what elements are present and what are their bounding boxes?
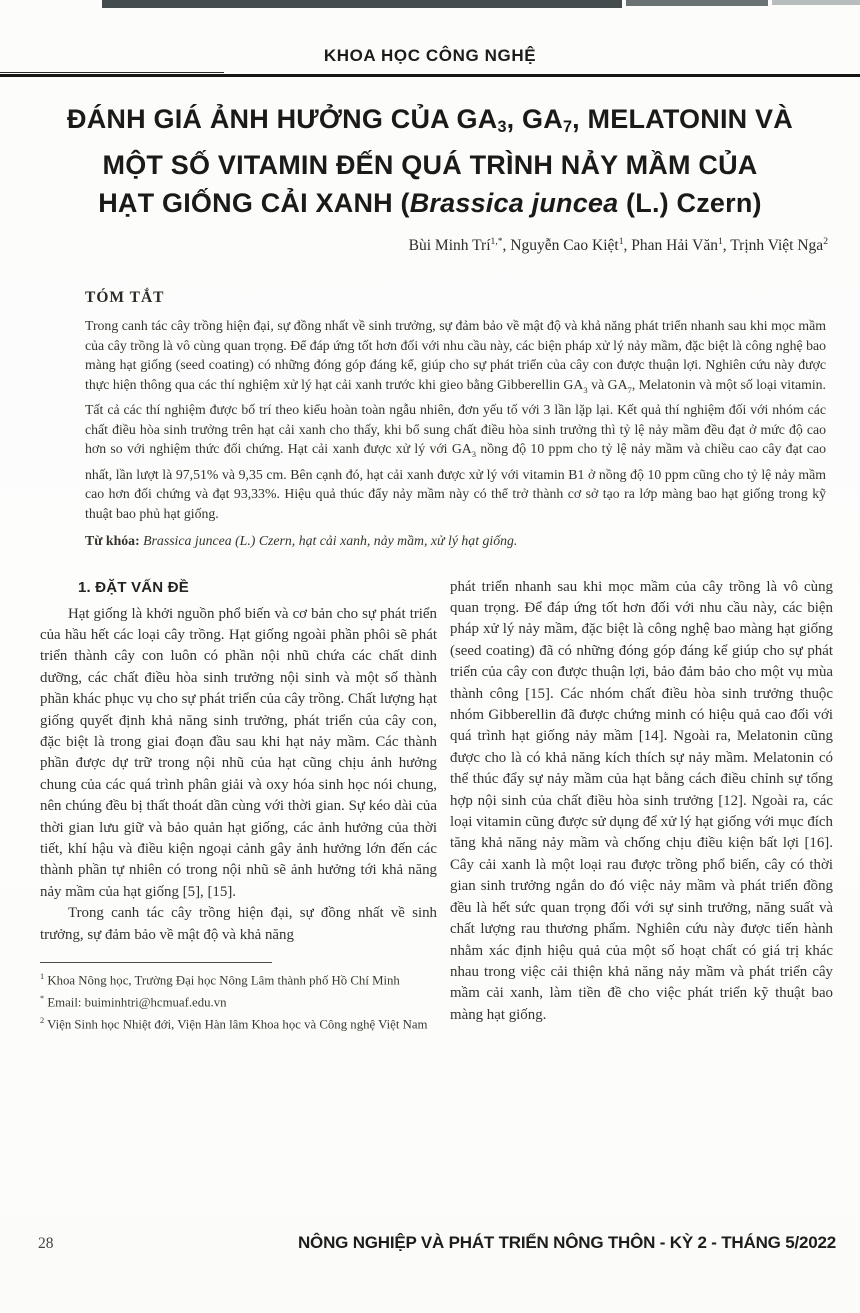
footnotes-block: [40, 962, 437, 1034]
header-rule-thin: [0, 72, 224, 73]
footnote-email: * Email: buiminhtri@hcmuaf.edu.vn: [40, 993, 227, 1010]
body-column-left: [40, 577, 437, 1034]
page-footer: [0, 1233, 860, 1253]
abstract-heading: TÓM TẮT: [85, 289, 165, 307]
body-paragraph: Trong canh tác cây trồng hiện đại, sự đồng nhất về sinh trưởng, sự đảm bảo về mật độ và khả năng: [40, 905, 437, 943]
article-title: [0, 100, 860, 222]
section-heading-1: 1. ĐẶT VẤN ĐỀ: [78, 578, 189, 596]
header-rule: [0, 72, 860, 78]
header-rule-thick: [0, 74, 860, 77]
footnote-rule: [40, 962, 272, 963]
scan-artifact-bar: [626, 0, 768, 6]
scan-artifact-bar: [102, 0, 622, 8]
article-title-line: MỘT SỐ VITAMIN ĐẾN QUÁ TRÌNH NẢY MẦM CỦA: [102, 150, 758, 180]
article-title-line: ĐÁNH GIÁ ẢNH HƯỞNG CỦA $GA_3$, $GA_7$, MELATONIN VÀ: [67, 104, 793, 136]
footnote-affiliation-1: $^1$ Khoa Nông học, Trường Đại học Nông Lâm thành phố Hồ Chí Minh: [40, 972, 400, 988]
authors-line: Bùi Minh Trí$^{1,*}$, Nguyễn Cao Kiệt$^1$, Phan Hải Văn$^1$, Trịnh Việt Nga$^2$: [408, 236, 828, 255]
body-columns: [40, 577, 833, 1034]
scan-artifact-bar: [772, 0, 860, 5]
abstract-text: Trong canh tác cây trồng hiện đại, sự đồng nhất về sinh trưởng, sự đảm bảo về mật độ và khả năng phát triển nhanh sau khi mọc mầm của cây trồng là vô cùng quan trọng. Để đáp ứng tốt hơn đối với nhu cầu này, các biện pháp xử lý nảy mầm, đặc biệt là công nghệ bao màng hạt giống (seed coating) có những đóng góp đáng kể, giúp cho sự phát triển của cây con được thuận lợi. Nghiên cứu này được thực hiện thông qua các thí nghiệm xử lý hạt cải xanh trước khi gieo bằng Gibberellin $GA_3$ và $GA_7$, Melatonin và một số loại vitamin. Tất cả các thí nghiệm được bố trí theo kiểu hoàn toàn ngẫu nhiên, đơn yếu tố với 3 lần lặp lại. Kết quả thí nghiệm đối với nhóm các chất điều hòa sinh trưởng trên hạt cải xanh cho thấy, khi bổ sung chất điều hòa sinh trưởng thì tỷ lệ nảy mầm đều đạt ở mức độ cao hơn so với nghiệm thức đối chứng. Hạt cải xanh được xử lý với $GA_3$ nồng độ 10 ppm cho tỷ lệ nảy mầm và chiều cao cây đạt cao nhất, lần lượt là 97,51% và 9,35 cm. Bên cạnh đó, hạt cải xanh được xử lý với vitamin B1 ở nồng độ 10 ppm cũng cho tỷ lệ nảy mầm cao hơn đối chứng và đạt 93,33%. Hiệu quả thúc đẩy nảy mầm này có thể trở thành cơ sở tạo ra lớp màng bao hạt giống trong kỹ thuật bao phủ hạt giống.: [85, 318, 827, 521]
keywords-line: Từ khóa: Brassica juncea (L.) Czern, hạt cải xanh, nảy mầm, xử lý hạt giống.: [85, 532, 518, 548]
body-column-right: [450, 577, 833, 1034]
journal-section-banner: KHOA HỌC CÔNG NGHỆ: [323, 46, 537, 65]
article-title-line: HẠT GIỐNG CẢI XANH (Brassica juncea (L.) Czern): [98, 188, 762, 218]
abstract-section: [85, 289, 826, 548]
body-paragraph: phát triển nhanh sau khi mọc mầm của cây trồng là vô cùng quan trọng. Để đáp ứng tốt hơn đối với nhu cầu này, các biện pháp xử lý nảy mầm, đặc biệt là công nghệ bao màng hạt giống (seed coating) đã có những đóng góp đáng kể giúp cho sự phát triển của cây con được thuận lợi, bảo đảm bảo cho một vụ mùa thành công [15]. Các nhóm chất điều hòa sinh trưởng thuộc nhóm Gibberellin đã được chứng minh có hiệu quả cao đối với quá trình hạt giống nảy mầm [14]. Ngoài ra, Melatonin cũng được cho là có khả năng kích thích sự nảy mầm. Melatonin có thể thúc đẩy sự nảy mầm của hạt bằng cách điều chỉnh sự tổng hợp nội sinh của chất điều hòa sinh trưởng [12]. Ngoài ra, các loại vitamin cũng được sử dụng để xử lý hạt giống với mục đích tăng khả năng nảy mầm và chống chịu điều kiện bất lợi [16]. Cây cải xanh là một loại rau được trồng phổ biến, cây có thời gian sinh trưởng ngắn do đó việc nảy mầm và phát triển đồng đều là hết sức quan trọng đối với sự sinh trưởng, năng suất và chất lượng rau thương phẩm. Nghiên cứu này được tiến hành nhằm xác định hiệu quả của một số hoạt chất có giá trị khác nhau trong việc cải thiện khả năng nảy mầm và phát triển cây mầm cải xanh, làm tiền đề cho việc phát triển kỹ thuật bao màng hạt giống.: [450, 578, 833, 1023]
journal-footer-title: NÔNG NGHIỆP VÀ PHÁT TRIỂN NÔNG THÔN - KỲ 2 - THÁNG 5/2022: [297, 1233, 836, 1252]
page-number: 28: [38, 1235, 54, 1252]
footnote-affiliation-2: $^2$ Viện Sinh học Nhiệt đới, Viện Hàn lâm Khoa học và Công nghệ Việt Nam: [40, 1015, 428, 1032]
body-paragraph: Hạt giống là khởi nguồn phổ biến và cơ bản cho sự phát triển của hầu hết các loại cây trồng. Hạt giống ngoài phần phôi sẽ phát triển thành cây con luôn có phần nội nhũ chứa các chất dinh dưỡng, các chất điều hòa sinh trưởng nội sinh và một số thành phần khác phục vụ cho sự phát triển của cây trồng. Chất lượng hạt giống quyết định khả năng sinh trưởng, phát triển của cây con, đặc biệt là trong giai đoạn đầu sau khi hạt nảy mầm. Các thành phần được dự trữ trong nội nhũ của hạt cũng chịu ảnh hưởng chung của các quá trình phân giải và oxy hóa sinh học nói chung, nên chúng đều bị thất thoát dần cùng với thời gian. Sự kéo dài của thời gian lưu giữ và bảo quản hạt giống, các ảnh hưởng của thời tiết, khí hậu và điều kiện ngoại cảnh gây ảnh hưởng lớn đến các thành phần tự nhiên có trong nội nhũ sẽ ảnh hưởng tới khả năng nảy mầm của hạt giống [5], [15].: [40, 605, 437, 900]
